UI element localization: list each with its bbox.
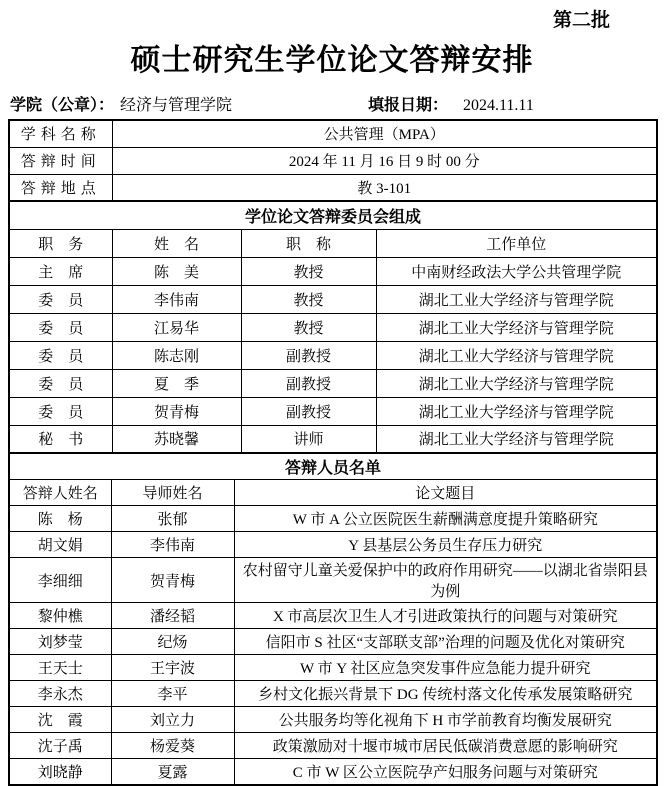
thesis-title: 公共服务均等化视角下 H 市学前教育均衡发展研究 [234, 707, 657, 733]
thesis-title: W 市 A 公立医院医生薪酬满意度提升策略研究 [234, 506, 657, 532]
defense-row [9, 603, 657, 629]
committee-section-row [9, 201, 657, 229]
committee-title: 讲师 [241, 425, 376, 453]
committee-header-org: 工作单位 [376, 229, 657, 257]
thesis-title: W 市 Y 社区应急突发事件应急能力提升研究 [234, 655, 657, 681]
advisor-name: 纪炀 [111, 629, 234, 655]
defender-name: 李永杰 [9, 681, 111, 707]
committee-row [9, 257, 657, 285]
defense-row [9, 558, 657, 603]
defense-row [9, 681, 657, 707]
advisor-name: 贺青梅 [111, 558, 234, 603]
committee-row [9, 341, 657, 369]
thesis-title: 农村留守儿童关爱保护中的政府作用研究——以湖北省崇阳县为例 [234, 558, 657, 603]
committee-org: 中南财经政法大学公共管理学院 [376, 257, 657, 285]
advisor-name: 李伟南 [111, 532, 234, 558]
defense-row [9, 707, 657, 733]
committee-header-row [9, 229, 657, 257]
committee-role: 秘 书 [9, 425, 112, 453]
committee-row [9, 425, 657, 453]
thesis-title: 信阳市 S 社区“支部联支部”治理的问题及优化对策研究 [234, 629, 657, 655]
committee-header-title: 职 称 [241, 229, 376, 257]
defense-row [9, 733, 657, 759]
info-row-location [9, 174, 657, 201]
defense-row [9, 532, 657, 558]
thesis-title: 乡村文化振兴背景下 DG 传统村落文化传承发展策略研究 [234, 681, 657, 707]
advisor-name: 杨爱葵 [111, 733, 234, 759]
committee-role: 委 员 [9, 285, 112, 313]
defense-header-name: 答辩人姓名 [9, 480, 111, 506]
defense-row [9, 759, 657, 785]
defender-name: 刘梦莹 [9, 629, 111, 655]
defender-name: 胡文娟 [9, 532, 111, 558]
batch-label: 第二批 [552, 10, 610, 31]
advisor-name: 刘立力 [111, 707, 234, 733]
committee-title: 副教授 [241, 369, 376, 397]
thesis-title: C 市 W 区公立医院孕产妇服务问题与对策研究 [234, 759, 657, 785]
info-table [8, 119, 658, 202]
defense-header-thesis: 论文题目 [234, 480, 657, 506]
defense-section-row [9, 453, 657, 480]
college-value: 经济与管理学院 [120, 97, 233, 114]
committee-row [9, 369, 657, 397]
committee-name: 苏晓馨 [112, 425, 241, 453]
committee-table [8, 200, 658, 454]
defender-name: 李细细 [9, 558, 111, 603]
advisor-name: 王宇波 [111, 655, 234, 681]
committee-section-title: 学位论文答辩委员会组成 [9, 201, 657, 229]
committee-role: 委 员 [9, 397, 112, 425]
committee-title: 教授 [241, 313, 376, 341]
committee-org: 湖北工业大学经济与管理学院 [376, 313, 657, 341]
committee-name: 陈志刚 [112, 341, 241, 369]
defense-table [8, 452, 658, 786]
committee-org: 湖北工业大学经济与管理学院 [376, 341, 657, 369]
defense-location-label: 答辩地点 [9, 174, 112, 201]
defender-name: 沈子禹 [9, 733, 111, 759]
committee-header-name: 姓 名 [112, 229, 241, 257]
info-row-time [9, 147, 657, 174]
info-row-subject [9, 120, 657, 147]
committee-name: 江易华 [112, 313, 241, 341]
defense-row [9, 629, 657, 655]
defender-name: 刘晓静 [9, 759, 111, 785]
subject-label: 学科名称 [9, 120, 112, 147]
defender-name: 陈 杨 [9, 506, 111, 532]
defense-header-advisor: 导师姓名 [111, 480, 234, 506]
committee-title: 教授 [241, 285, 376, 313]
committee-title: 教授 [241, 257, 376, 285]
defense-row [9, 655, 657, 681]
committee-org: 湖北工业大学经济与管理学院 [376, 397, 657, 425]
committee-role: 委 员 [9, 369, 112, 397]
meta-line [10, 92, 656, 114]
committee-role: 委 员 [9, 313, 112, 341]
thesis-title: X 市高层次卫生人才引进政策执行的问题与对策研究 [234, 603, 657, 629]
defense-row [9, 506, 657, 532]
defender-name: 黎仲樵 [9, 603, 111, 629]
committee-row [9, 397, 657, 425]
thesis-title: Y 县基层公务员生存压力研究 [234, 532, 657, 558]
committee-org: 湖北工业大学经济与管理学院 [376, 425, 657, 453]
subject-value: 公共管理（MPA） [112, 120, 657, 147]
committee-title: 副教授 [241, 397, 376, 425]
committee-row [9, 285, 657, 313]
defense-section-title: 答辩人员名单 [9, 453, 657, 480]
defense-header-row [9, 480, 657, 506]
advisor-name: 张郁 [111, 506, 234, 532]
committee-org: 湖北工业大学经济与管理学院 [376, 285, 657, 313]
advisor-name: 夏露 [111, 759, 234, 785]
college-label: 学院（公章）： [10, 97, 115, 114]
committee-role: 委 员 [9, 341, 112, 369]
committee-org: 湖北工业大学经济与管理学院 [376, 369, 657, 397]
committee-name: 贺青梅 [112, 397, 241, 425]
advisor-name: 李平 [111, 681, 234, 707]
defense-time-label: 答辩时间 [9, 147, 112, 174]
committee-row [9, 313, 657, 341]
defense-location-value: 教 3-101 [112, 174, 657, 201]
thesis-title: 政策激励对十堰市城市居民低碳消费意愿的影响研究 [234, 733, 657, 759]
defender-name: 王天士 [9, 655, 111, 681]
page-title: 硕士研究生学位论文答辩安排 [130, 44, 534, 77]
report-date-value: 2024.11.11 [463, 97, 534, 114]
committee-title: 副教授 [241, 341, 376, 369]
committee-header-role: 职 务 [9, 229, 112, 257]
committee-name: 陈 美 [112, 257, 241, 285]
defender-name: 沈 霞 [9, 707, 111, 733]
committee-role: 主 席 [9, 257, 112, 285]
defense-time-value: 2024 年 11 月 16 日 9 时 00 分 [112, 147, 657, 174]
committee-name: 夏 季 [112, 369, 241, 397]
report-date-label: 填报日期： [368, 97, 449, 114]
committee-name: 李伟南 [112, 285, 241, 313]
advisor-name: 潘经韬 [111, 603, 234, 629]
